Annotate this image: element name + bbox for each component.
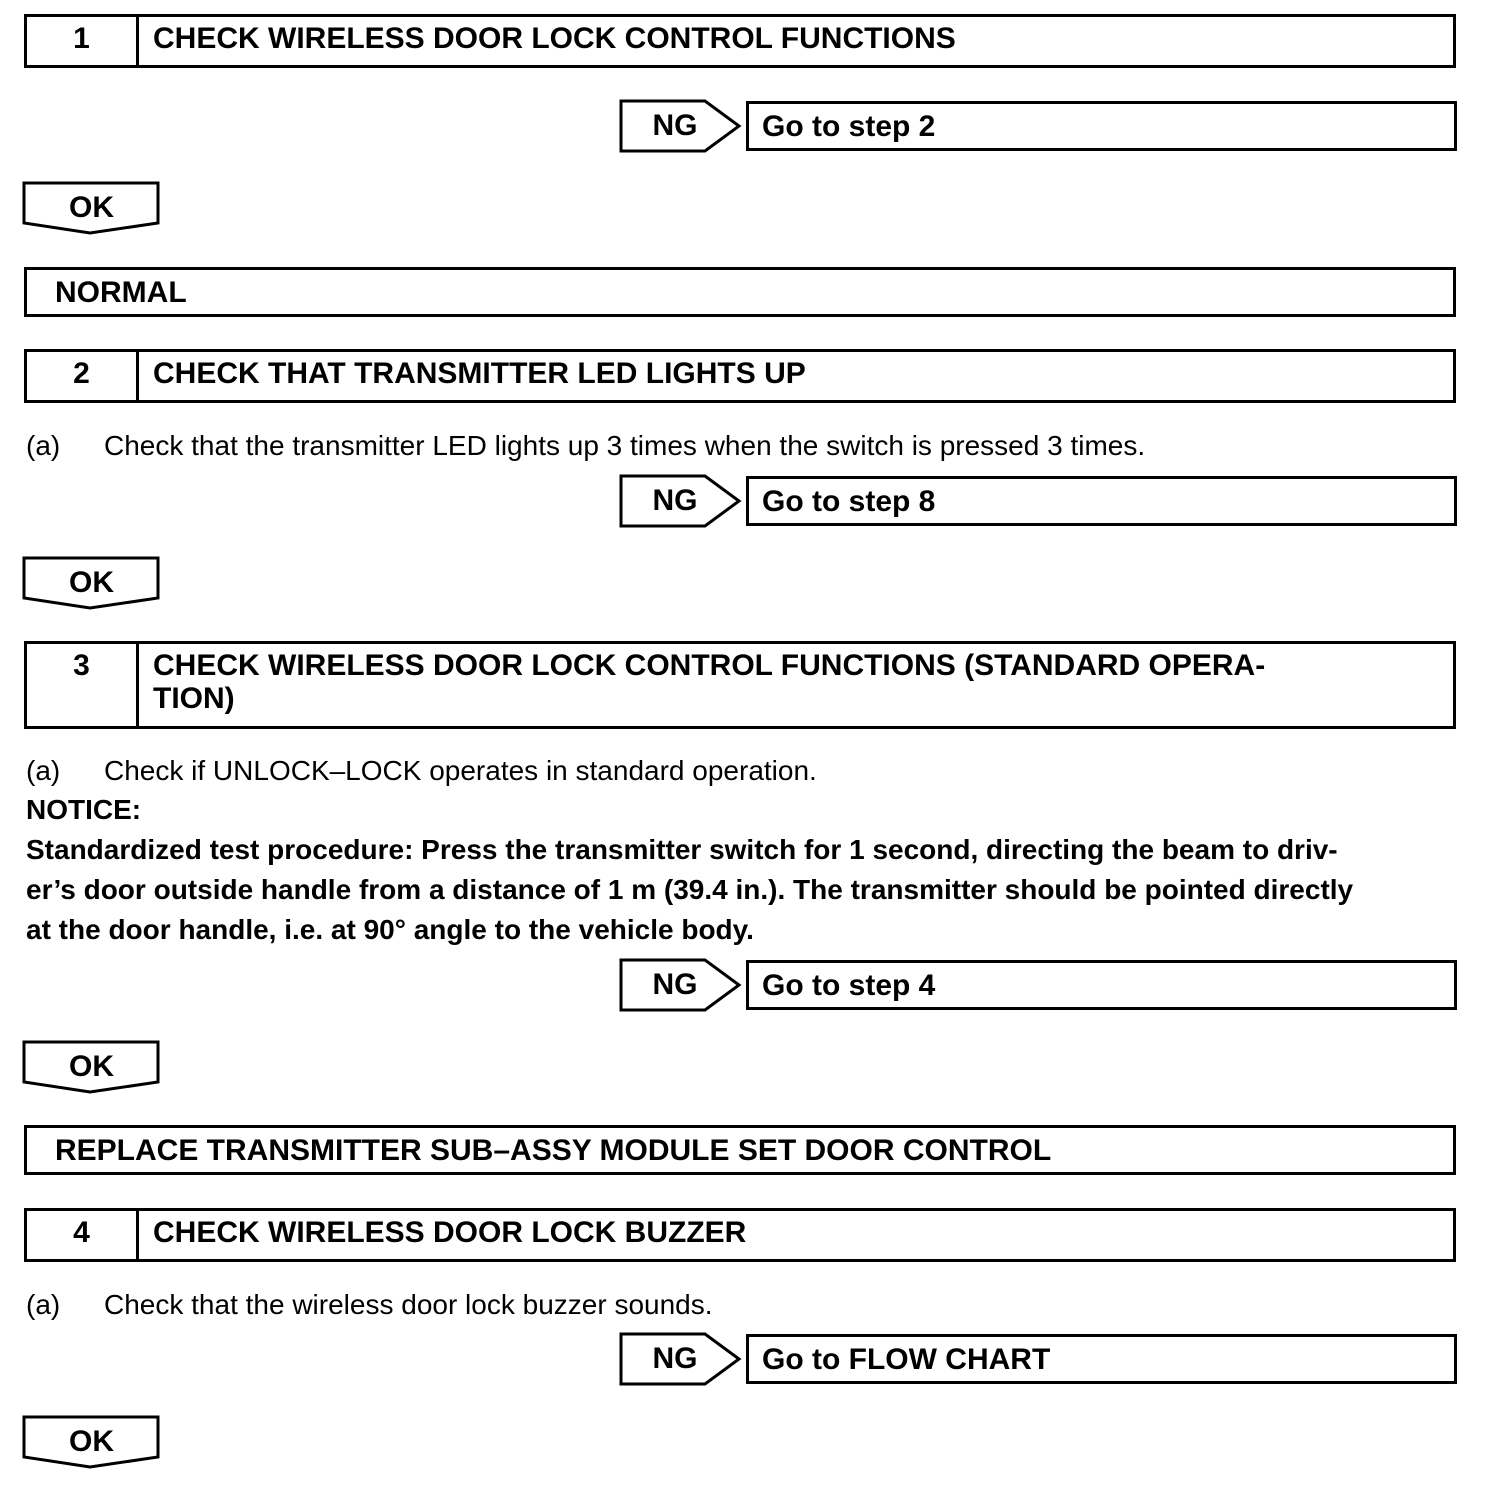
go-to-flow-chart-box[interactable]: Go to FLOW CHART: [746, 1334, 1457, 1384]
ok-label-2: OK: [69, 566, 114, 599]
instruction-label: (a): [26, 1289, 61, 1320]
step-2-number: 2: [27, 352, 139, 400]
ng-label-2: NG: [652, 484, 698, 517]
go-to-step-4-box[interactable]: Go to step 4: [746, 960, 1457, 1010]
step-1-number: 1: [27, 17, 139, 65]
notice-line-3: at the door handle, i.e. at 90° angle to the vehicle body.: [26, 914, 754, 945]
step-3-number: 3: [27, 644, 139, 726]
instruction-text: Check that the wireless door lock buzzer sounds.: [104, 1289, 713, 1320]
step-3-title-line-1: CHECK WIRELESS DOOR LOCK CONTROL FUNCTIONS (STANDARD OPERA-: [153, 649, 1266, 682]
step-2-title: CHECK THAT TRANSMITTER LED LIGHTS UP: [153, 357, 806, 390]
go-to-step-8-box[interactable]: Go to step 8: [746, 476, 1457, 526]
step-4-title: CHECK WIRELESS DOOR LOCK BUZZER: [153, 1216, 747, 1249]
instruction-text: Check if UNLOCK–LOCK operates in standard operation.: [104, 755, 817, 786]
ng-label-3: NG: [652, 968, 698, 1001]
ng-label-4: NG: [652, 1342, 698, 1375]
ok-label-3: OK: [69, 1050, 114, 1083]
ok-label-4: OK: [69, 1425, 114, 1458]
result-replace-transmitter: REPLACE TRANSMITTER SUB–ASSY MODULE SET DOOR CONTROL: [24, 1125, 1456, 1175]
ok-label-1: OK: [69, 191, 114, 224]
step-4-number: 4: [27, 1211, 139, 1259]
notice-line-1: Standardized test procedure: Press the transmitter switch for 1 second, directing the beam to driv-: [26, 834, 1338, 865]
step-1-title: CHECK WIRELESS DOOR LOCK CONTROL FUNCTIONS: [153, 22, 956, 55]
step-3-title-line-2: TION): [153, 682, 235, 715]
instruction-text: Check that the transmitter LED lights up 3 times when the switch is pressed 3 times.: [104, 430, 1146, 461]
notice-line-2: er’s door outside handle from a distance of 1 m (39.4 in.). The transmitter should be pointed directly: [26, 874, 1354, 905]
ng-label-1: NG: [652, 109, 698, 142]
instruction-label: (a): [26, 430, 61, 461]
result-normal: NORMAL: [24, 267, 1456, 317]
go-to-step-2-box[interactable]: Go to step 2: [746, 101, 1457, 151]
notice-heading: NOTICE:: [26, 794, 142, 825]
instruction-label: (a): [26, 755, 61, 786]
